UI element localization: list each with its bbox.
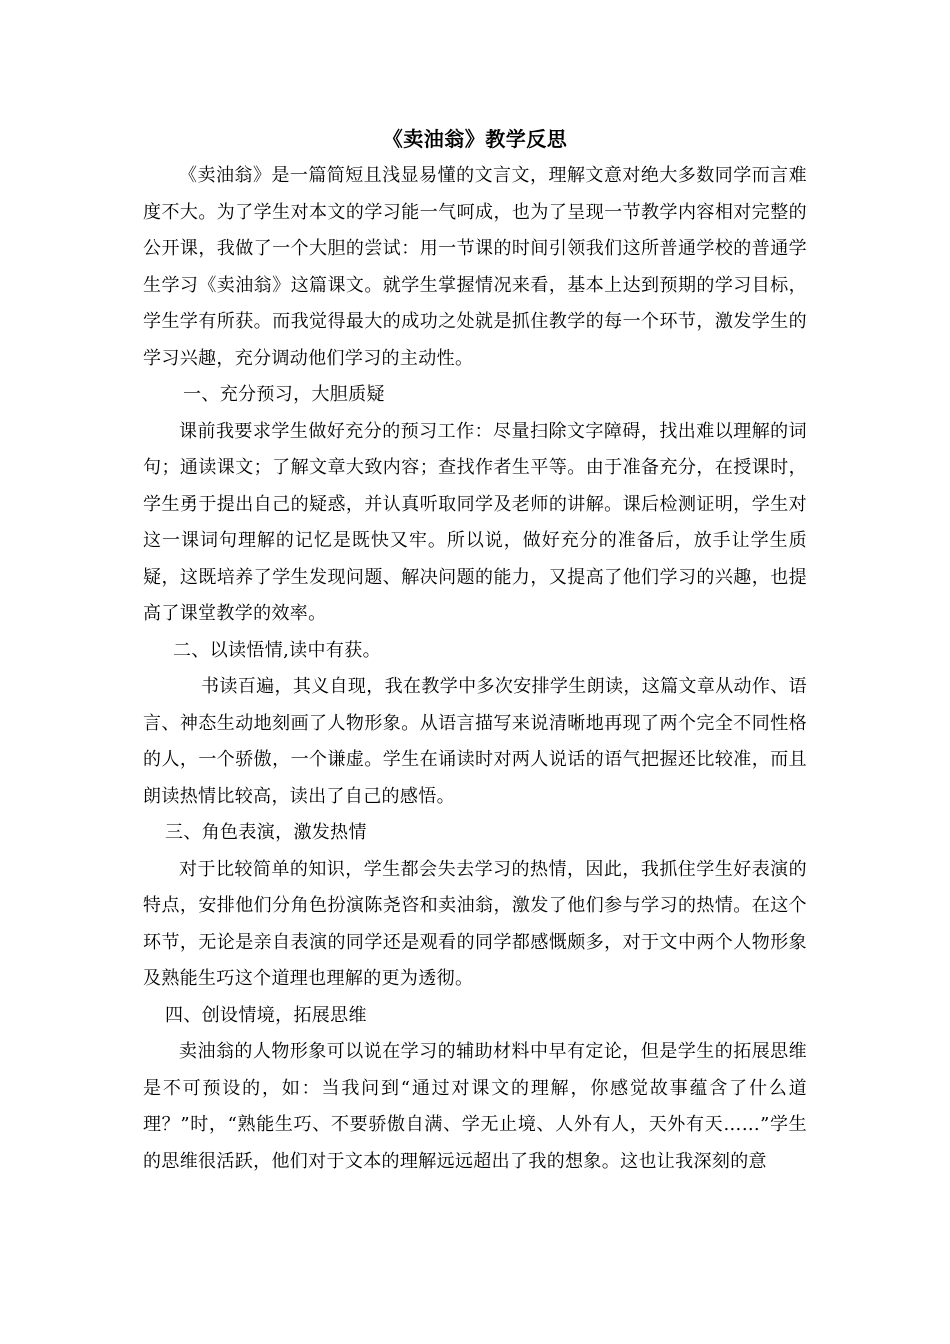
document-title: 《卖油翁》教学反思: [382, 127, 568, 151]
section-2-paragraph: 书读百遍，其义自现，我在教学中多次安排学生朗读，这篇文章从动作、语言、神态生动地刻画了人物形象。从语言描写来说清晰地再现了两个完全不同性格的人，一个骄傲，一个谦虚。学生在诵读时对两人说话的语气把握还比较准，而且朗读热情比较高，读出了自己的感悟。: [143, 676, 807, 807]
section-heading-4: 四、创设情境，拓展思维: [165, 1004, 367, 1026]
section-heading-2: 二、以读悟情,读中有获。: [173, 639, 381, 661]
section-1-paragraph: 课前我要求学生做好充分的预习工作：尽量扫除文字障碍，找出难以理解的词句；通读课文；了解文章大致内容；查找作者生平等。由于准备充分，在授课时，学生勇于提出自己的疑惑，并认真听取同学及老师的讲解。课后检测证明，学生对这一课词句理解的记忆是既快又牢。所以说，做好充分的准备后，放手让学生质疑，这既培养了学生发现问题、解决问题的能力，又提高了他们学习的兴趣，也提高了课堂教学的效率。: [143, 420, 807, 624]
section-heading-3: 三、角色表演，激发热情: [165, 822, 367, 843]
intro-paragraph: 《卖油翁》是一篇简短且浅显易懂的文言文，理解文意对绝大多数同学而言难度不大。为了学生对本文的学习能一气呵成，也为了呈现一节教学内容相对完整的公开课，我做了一个大胆的尝试：用一节课的时间引领我们这所普通学校的普通学生学习《卖油翁》这篇课文。就学生掌握情况来看，基本上达到预期的学习目标，学生学有所获。而我觉得最大的成功之处就是抓住教学的每一个环节，激发学生的学习兴趣，充分调动他们学习的主动性。: [143, 165, 807, 369]
section-4-paragraph: 卖油翁的人物形象可以说在学习的辅助材料中早有定论，但是学生的拓展思维是不可预设的，如：当我问到“通过对课文的理解，你感觉故事蕴含了什么道理？”时，“熟能生巧、不要骄傲自满、学无止境、人外有人，天外有天……”学生的思维很活跃，他们对于文本的理解远远超出了我的想象。这也让我深刻的意: [143, 1041, 807, 1172]
document-page: [143, 124, 807, 1180]
section-heading-1: 一、充分预习，大胆质疑: [183, 384, 385, 405]
section-3-paragraph: 对于比较简单的知识，学生都会失去学习的热情，因此，我抓住学生好表演的特点，安排他们分角色扮演陈尧咨和卖油翁，激发了他们参与学习的热情。在这个环节，无论是亲自表演的同学还是观看的同学都感慨颇多，对于文中两个人物形象及熟能生巧这个道理也理解的更为透彻。: [143, 858, 807, 989]
